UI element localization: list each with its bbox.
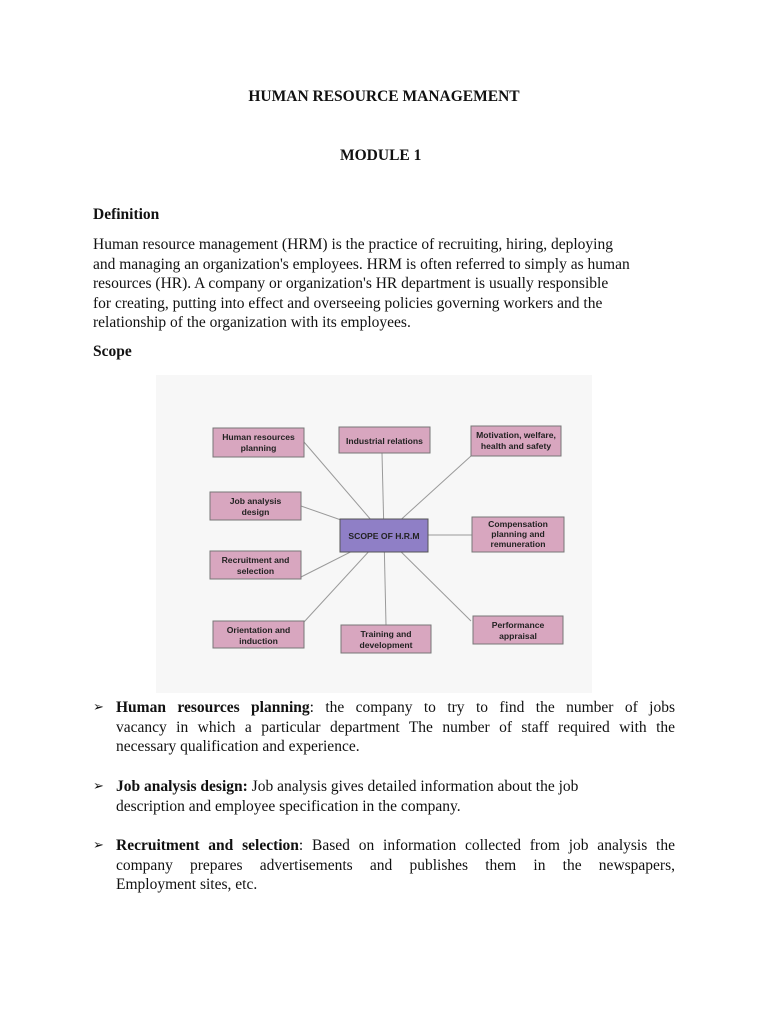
arrow-bullet-icon: ➢ bbox=[93, 779, 104, 794]
svg-text:health and safety: health and safety bbox=[480, 441, 552, 451]
definition-paragraph bbox=[93, 235, 683, 333]
document-title: HUMAN RESOURCE MANAGEMENT bbox=[248, 88, 520, 105]
scope-diagram-svg bbox=[156, 375, 592, 693]
bullet-line: Employment sites, etc. bbox=[116, 876, 258, 894]
bullet-recruitment bbox=[93, 836, 675, 895]
bullet-line: Human resources planning: the company to try to find the number of jobs bbox=[116, 699, 675, 716]
svg-text:Motivation, welfare,: Motivation, welfare, bbox=[476, 430, 556, 440]
svg-text:design: design bbox=[241, 507, 270, 517]
svg-text:induction: induction bbox=[239, 636, 278, 646]
node-motivation bbox=[471, 426, 561, 456]
definition-line: for creating, putting into effect and overseeing policies governing workers and the bbox=[93, 294, 603, 312]
svg-text:selection: selection bbox=[236, 566, 275, 576]
svg-text:development: development bbox=[359, 640, 413, 650]
bullet-line: vacancy in which a particular department The number of staff required with the bbox=[116, 718, 675, 736]
node-compensation bbox=[472, 517, 564, 552]
svg-text:appraisal: appraisal bbox=[499, 631, 537, 641]
bullet-label: Job analysis design: bbox=[116, 778, 248, 795]
svg-text:Training and: Training and bbox=[360, 629, 412, 639]
svg-text:Job analysis: Job analysis bbox=[229, 496, 282, 506]
definition-line: relationship of the organization with its employees. bbox=[93, 314, 411, 332]
bullet-line: description and employee specification in the company. bbox=[116, 797, 461, 815]
node-training bbox=[341, 625, 431, 653]
svg-text:remuneration: remuneration bbox=[490, 539, 546, 549]
bullet-body bbox=[116, 698, 675, 757]
scope-heading: Scope bbox=[93, 343, 132, 360]
bullet-body bbox=[116, 777, 675, 816]
svg-text:Performance: Performance bbox=[491, 620, 545, 630]
scope-diagram bbox=[156, 375, 592, 693]
svg-text:planning and: planning and bbox=[491, 529, 545, 539]
definition-line: resources (HR). A company or organization's HR department is usually responsible bbox=[93, 275, 609, 293]
node-recruitment bbox=[210, 551, 301, 579]
bullet-line: Job analysis design: Job analysis gives detailed information about the job bbox=[116, 778, 579, 795]
node-industrial-relations bbox=[339, 427, 430, 453]
node-performance bbox=[473, 616, 563, 644]
bullet-label: Human resources planning bbox=[116, 699, 310, 716]
bullet-line: company prepares advertisements and publishes them in the newspapers, bbox=[116, 856, 675, 874]
definition-heading: Definition bbox=[93, 206, 160, 223]
node-hr-planning bbox=[213, 428, 304, 457]
node-job-analysis bbox=[210, 492, 301, 520]
svg-text:Industrial relations: Industrial relations bbox=[346, 436, 423, 446]
bullet-job-analysis bbox=[93, 777, 675, 816]
bullet-body bbox=[116, 836, 675, 895]
arrow-bullet-icon: ➢ bbox=[93, 700, 104, 715]
module-title: MODULE 1 bbox=[340, 147, 422, 164]
svg-text:Compensation: Compensation bbox=[488, 519, 548, 529]
bullet-line: necessary qualification and experience. bbox=[116, 738, 360, 756]
definition-line: Human resource management (HRM) is the practice of recruiting, hiring, deploying bbox=[93, 236, 613, 253]
node-orientation bbox=[213, 621, 304, 648]
svg-text:Recruitment and: Recruitment and bbox=[221, 555, 290, 565]
arrow-bullet-icon: ➢ bbox=[93, 838, 104, 853]
scope-center-box bbox=[340, 519, 428, 552]
svg-text:Orientation and: Orientation and bbox=[226, 625, 291, 635]
svg-text:Human resources: Human resources bbox=[222, 432, 295, 442]
bullet-label: Recruitment and selection bbox=[116, 837, 299, 854]
scope-center-label: SCOPE OF H.R.M bbox=[348, 531, 420, 541]
svg-text:planning: planning bbox=[240, 443, 277, 453]
definition-line: and managing an organization's employees. HRM is often referred to simply as human bbox=[93, 255, 630, 273]
bullet-hr-planning bbox=[93, 698, 675, 757]
bullet-line: Recruitment and selection: Based on information collected from job analysis the bbox=[116, 837, 675, 854]
